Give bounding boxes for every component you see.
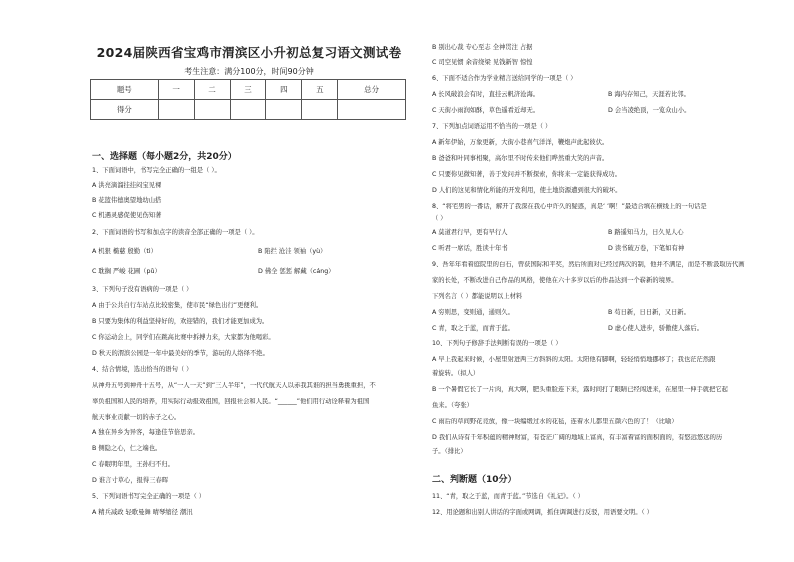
q3-option-c: C 你运动会上，同学们在跳高比赛中拆搏力来，大家都为他喝彩。	[92, 334, 275, 341]
score-header-cell: 四	[266, 80, 302, 100]
question-8: 8、“将宅男的一番话，解开了我深在我心中许久的疑惑，真是‘ ’啊！”最适合填在横线上的一句话是	[432, 203, 707, 210]
q7-option-d: D 人们的这见和情化所能的开发利用，使土地资源遭到很大的破坏。	[432, 187, 622, 194]
q9-option-a: A 穷则思，变则通，通则久。	[432, 309, 514, 316]
score-header-cell: 二	[194, 80, 230, 100]
q6-option-c: C 天街小雨润如酥，草色遥看近却无。	[432, 107, 540, 114]
q4-option-d: D 谁言寸草心，报得三春晖	[92, 477, 169, 484]
q1-option-c: C 机遇灵感促使见伤知著	[92, 212, 162, 219]
score-cell	[158, 100, 194, 120]
q1-option-b: B 花篮伟德奥望地幼山搭	[92, 197, 162, 204]
score-cell	[302, 100, 338, 120]
q9-option-d: D 虚心使人进步，骄傲使人落后。	[608, 325, 704, 332]
question-4: 4、结合情境，选出恰当的语句（ ）	[92, 366, 193, 373]
section-heading-judge: 二、判断题（10分）	[432, 475, 517, 485]
question-1: 1、下面词语中，书写完全正确的一组是（ ）。	[92, 167, 221, 174]
q4-option-a: A 独在异乡为异客，每逢佳节倍思亲。	[92, 429, 200, 436]
q4-option-c: C 春眠明年里，王孙归不归。	[92, 461, 174, 468]
question-12: 12、用论题和出别人讲话的字面或网调，抓住调调进行反驳，用语要文明。（ ）	[432, 509, 653, 516]
question-7: 7、下列加点词语运用不恰当的一项是（ ）	[432, 123, 552, 130]
q10-option-a-cont: 着旋转。（拟人）	[432, 370, 480, 377]
q1-option-a: A 洪亮滴溜挂挂闷宝见裸	[92, 182, 162, 189]
q2-option-b: B 陷拦 沧洼 领袖（yù）	[258, 248, 327, 255]
score-table	[90, 79, 406, 120]
q3-option-d: D 秋天的渭滨公园是一年中最美好的季节，游玩的人络绎不绝。	[92, 350, 269, 357]
q10-option-d: D 我们从诗有千年积蕴的精神财富，有苍茫广阔的地域上富真，有丰富着富的面积面的，有悠远悠远的历	[432, 434, 723, 441]
question-8-paren: （ ）	[432, 215, 447, 222]
q10-option-c: C 雨后的草间野花竞放，像一块编缎过水的花毡，连着水儿都里五颜六色的了！（比喻）	[432, 418, 678, 425]
q8-option-d: D 读书破万卷，下笔如有神	[608, 245, 685, 252]
q5-option-c: C 司空见惯 余音绕梁 见钱新智 惊惶	[432, 59, 533, 66]
q3-option-b: B 只要为集体的利益坚持好的，欢迎错的，我们才能更加成为。	[92, 318, 269, 325]
q2-option-c: C 耽搁 严峻 花圃（pǔ）	[92, 268, 161, 275]
question-10: 10、下列句子修辞手法判断有误的一项是（ ）	[432, 340, 562, 347]
section-heading-choice: 一、选择题（每小题2分，共20分）	[92, 152, 237, 162]
score-cell	[266, 100, 302, 120]
score-header-cell: 总分	[338, 80, 406, 100]
score-header-cell: 三	[230, 80, 266, 100]
q9-option-c: C 青，取之于蓝，而青于蓝。	[432, 325, 514, 332]
exam-title: 2024届陕西省宝鸡市渭滨区小升初总复习语文测试卷	[96, 45, 402, 60]
q2-option-a: A 机狠 椭慈 殷勤（tì）	[92, 248, 157, 255]
score-cell	[194, 100, 230, 120]
q6-option-d: D 会当凌绝顶，一览众山小。	[608, 107, 691, 114]
q10-option-b: B 一个暑假它长了一片肉，真大啊，肥头重脸连下来，露时间打了眼睛已经闯进来，在屋里一伸手就把它起	[432, 386, 728, 393]
score-cell	[338, 100, 406, 120]
score-header-cell: 五	[302, 80, 338, 100]
q8-option-b: B 路遥知马力，日久见人心	[608, 229, 684, 236]
q2-option-d: D 佛全 惩惩 解藏（cáng）	[258, 268, 335, 275]
q9-option-b: B 苟日新，日日新，又日新。	[608, 309, 690, 316]
question-6: 6、下面不适合作为学业精言送给同学的一项是（ ）	[432, 75, 577, 82]
q5-option-a: A 精兵减政 轻歌曼舞 晴琴缩径 潮汛	[92, 509, 193, 516]
q7-option-a: A 新年伊始，万象更新，大街小巷喜气洋洋，鞭炮声此起彼伏。	[432, 139, 609, 146]
score-cell	[230, 100, 266, 120]
q7-option-c: C 只要你见微知著，善于发问并不断探索，你将来一定能获得成功。	[432, 171, 622, 178]
q8-option-c: C 听君一席话，胜读十年书	[432, 245, 508, 252]
q5-option-b: B 别出心裁 专心至志 全神贯注 占据	[432, 44, 533, 51]
exam-notice: 考生注意：满分100分，时间90分钟	[184, 67, 314, 76]
q6-option-a: A 长风破浪会有时，直挂云帆济沧海。	[432, 91, 540, 98]
question-3: 3、下列句子没有语病的一项是（ ）	[92, 286, 193, 293]
score-row-label: 得分	[91, 100, 159, 120]
q7-option-b: B 爸爸和叶同事相聚，高尔里不时传来他们哗然重大笑的声音。	[432, 155, 609, 162]
question-9: 9、吾年年看着庭院里的白石，曾获国际和平奖，然后所面对已经过两次的制，他并不满足，而是不断汲取历代画	[432, 261, 745, 268]
question-2: 2、下面词语的书写和加点字的读音全部正确的一项是（ ）。	[92, 229, 259, 236]
q4-option-b: B 侧隐之心，仁之端也。	[92, 445, 162, 452]
q6-option-b: B 海内存知己，天涯若比邻。	[608, 91, 690, 98]
q4-passage-line: 从神舟五号到神舟十五号，从“一人一天”到“三人半年”，一代代航天人以赤我其谁的担当勇挑重担，不	[92, 382, 376, 389]
q10-option-b-cont: 鱼来。（夸张）	[432, 402, 473, 409]
q3-option-a: A 由于公共自行车站点比较密集，使市民“绿色出行”更便利。	[92, 302, 263, 309]
question-11: 11、“青，取之于蓝，而青于蓝。”节选自《礼记》。（ ）	[432, 493, 584, 500]
question-9-prompt: 下列名言（ ）都能说明以上材料	[432, 293, 523, 300]
score-table-header-row	[91, 80, 406, 100]
q8-option-a: A 莫道君行早，更有早行人	[432, 229, 508, 236]
q4-passage-line: 航天事业贡献一切的赤子之心。	[92, 414, 181, 421]
score-header-cell: 一	[158, 80, 194, 100]
question-9-line2: 家的长处，不断改进自己作品的风格，使他在六十多岁以后的作品达到一个崭新的境界。	[432, 277, 678, 284]
q10-option-a: A 早上我起来时候，小屋里射进两三方斜斜的太阳。太阳他有脚啊，轻轻悄悄地挪移了；我也茫茫然跟	[432, 356, 716, 363]
q10-option-d-cont: 子。（排比）	[432, 448, 467, 455]
question-5: 5、下列词语书写完全正确的一项是（ ）	[92, 493, 206, 500]
score-table-score-row	[91, 100, 406, 120]
score-header-cell: 题号	[91, 80, 159, 100]
q4-passage-line: 辜负祖国和人民的培养，用实际行动报效祖国，回报社会和人民。“______”他们用行动诠释着为祖国	[92, 398, 370, 405]
